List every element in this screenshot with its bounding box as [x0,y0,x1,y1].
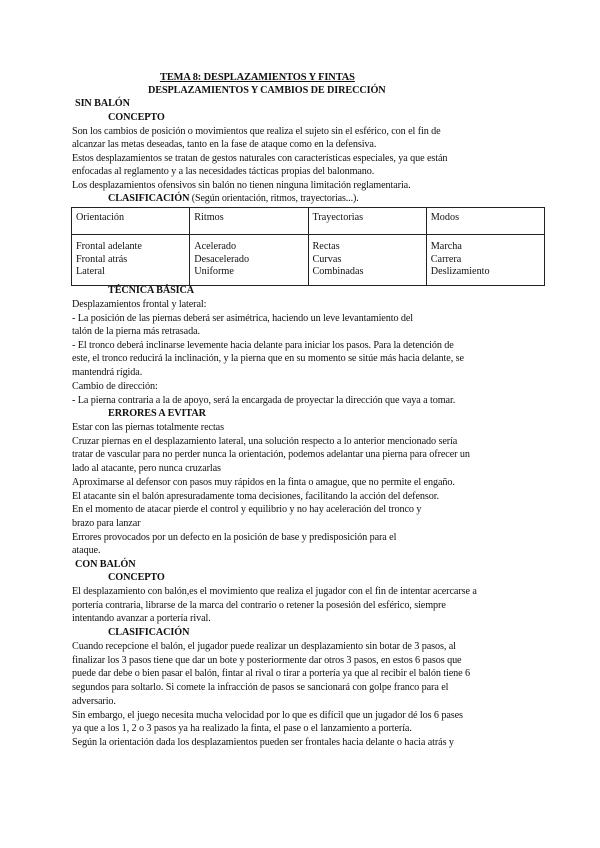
paragraph-line: finalizar los 3 pasos tiene que dar un bote y posteriormente dar otros 3 pasos, en estos 6 pasos que [72,655,462,666]
paragraph-line: tratar de vascular para no perder nunca la orientación, podemos adelantar una pierna para ofrecer un [72,449,470,460]
heading-tecnica: TÉCNICA BÁSICA [108,285,195,296]
heading-concepto-con-balon: CONCEPTO [108,572,165,583]
paragraph-line: - La posición de las piernas deberá ser asimétrica, haciendo un leve levantamiento del [72,313,414,324]
paragraph-line: Son los cambios de posición o movimientos que realiza el sujeto sin el esférico, con el fin de [72,126,441,137]
heading-concepto: CONCEPTO [108,112,165,123]
table-header-cell: Modos [426,208,544,235]
paragraph-line: Errores provocados por un defecto en la posición de base y predisposición para el [72,532,397,543]
paragraph-line: Según la orientación dada los desplazamientos pueden ser frontales hacia delante o hacia atrás y [72,737,454,748]
section-sin-balon: SIN BALÓN [75,98,130,109]
paragraph-line: Sin embargo, el juego necesita mucha velocidad por lo que es difícil que un jugador dé los 6 pases [72,710,463,721]
table-cell-item: Marcha [430,241,462,252]
table-cell-item: Frontal adelante [76,241,142,252]
paragraph-line: - El tronco deberá inclinarse levemente hacia delante para iniciar los pasos. Para la detención de [72,340,454,351]
paragraph-line: talón de la pierna más retrasada. [72,326,200,337]
paragraph-line: - La pierna contraria a la de apoyo, será la encargada de proyectar la dirección que vaya a tomar. [72,395,456,406]
table-row [72,235,545,286]
paragraph-line: Los desplazamientos ofensivos sin balón no tienen ninguna limitación reglamentaria. [72,180,411,191]
table-cell-item: Lateral [76,266,105,277]
paragraph-line: En el momento de atacar pierde el control y equilibrio y no hay aceleración del tronco y [72,504,422,515]
heading-clasificacion-con-balon: CLASIFICACIÓN [108,627,190,638]
paragraph-line: este, el tronco reducirá la inclinación, y la pierna que en su momento se sitúe más hacia delante, se [72,353,464,364]
paragraph-line: intentando avanzar a portería rival. [72,613,211,624]
paragraph-line: alcanzar las metas deseadas, tanto en la fase de ataque como en la defensiva. [72,139,377,150]
table-header-row [72,208,545,235]
paragraph-line: lado al atacante, pero nunca cruzarlas [72,463,221,474]
paragraph-line: enfocadas al reglamento y a las necesidades tácticas propias del balonmano. [72,166,375,177]
title-line-2: DESPLAZAMIENTOS Y CAMBIOS DE DIRECCIÓN [148,85,386,96]
paragraph-line: El desplazamiento con balón,es el movimiento que realiza el jugador con el fin de intentar acercarse a [72,586,477,597]
paragraph-line: mantendrá rígida. [72,367,143,378]
section-con-balon: CON BALÓN [75,559,136,570]
table-cell-item: Uniforme [194,266,234,277]
paragraph-line: ataque. [72,545,101,556]
table-cell-item: Combinadas [312,266,364,277]
clasificacion-table [71,207,545,286]
title-line-1: TEMA 8: DESPLAZAMIENTOS Y FINTAS [160,72,355,83]
table-header-cell: Orientación [72,208,190,235]
paragraph-line: puede dar debe o bien pasar el balón, fintar al rival o tirar a portería ya que al recibir el balón tiene 6 [72,668,471,679]
paragraph-line: ya que a los 1, 2 o 3 pasos ya ha realizado la finta, el pase o el lanzamiento a portería. [72,723,412,734]
table-cell-orientacion [72,235,190,286]
paragraph-line: Cruzar piernas en el desplazamiento lateral, una solución respecto a lo anterior mencionado sería [72,436,458,447]
paragraph-line: Estar con las piernas totalmente rectas [72,422,224,433]
table-cell-item: Frontal atrás [76,253,128,265]
table-cell-item: Carrera [430,253,462,265]
paragraph-line: Aproximarse al defensor con pasos muy rápidos en la finta o amague, que no permite el engaño. [72,477,455,488]
table-cell-modos [426,235,544,286]
paragraph-line: adversario. [72,696,116,707]
table-cell-item: Curvas [312,253,342,265]
paragraph-line: Desplazamientos frontal y lateral: [72,299,207,310]
table-cell-ritmos [190,235,308,286]
paragraph-line: portería contraria, librarse de la marca del contrario o retener la posesión del esférico, siempre [72,600,446,611]
table-cell-item: Desacelerado [194,253,250,265]
heading-errores: ERRORES A EVITAR [108,408,206,419]
heading-clasificacion [108,193,359,205]
table-header-cell: Ritmos [190,208,308,235]
table-cell-item: Rectas [312,241,340,252]
table-cell-item: Deslizamiento [430,266,490,277]
paragraph-line: segundos para soltarlo. Si comete la infracción de pasos se sancionará con golpe franco para el [72,682,449,693]
paragraph-line: El atacante sin el balón apresuradamente toma decisiones, facilitando la acción del defensor. [72,491,439,502]
paragraph-line: Cuando recepcione el balón, el jugador puede realizar un desplazamiento sin botar de 3 pasos, al [72,641,456,652]
paragraph-line: Cambio de dirección: [72,381,158,392]
clasificacion-label: CLASIFICACIÓN [108,193,190,204]
paragraph-line: Estos desplazamientos se tratan de gestos naturales con características especiales, ya que están [72,153,448,164]
table-cell-trayectorias [308,235,426,286]
clasificacion-note: (Según orientación, ritmos, trayectorias...). [189,193,359,204]
paragraph-line: brazo para lanzar [72,518,141,529]
table-header-cell: Trayectorias [308,208,426,235]
table-cell-item: Acelerado [194,241,237,252]
